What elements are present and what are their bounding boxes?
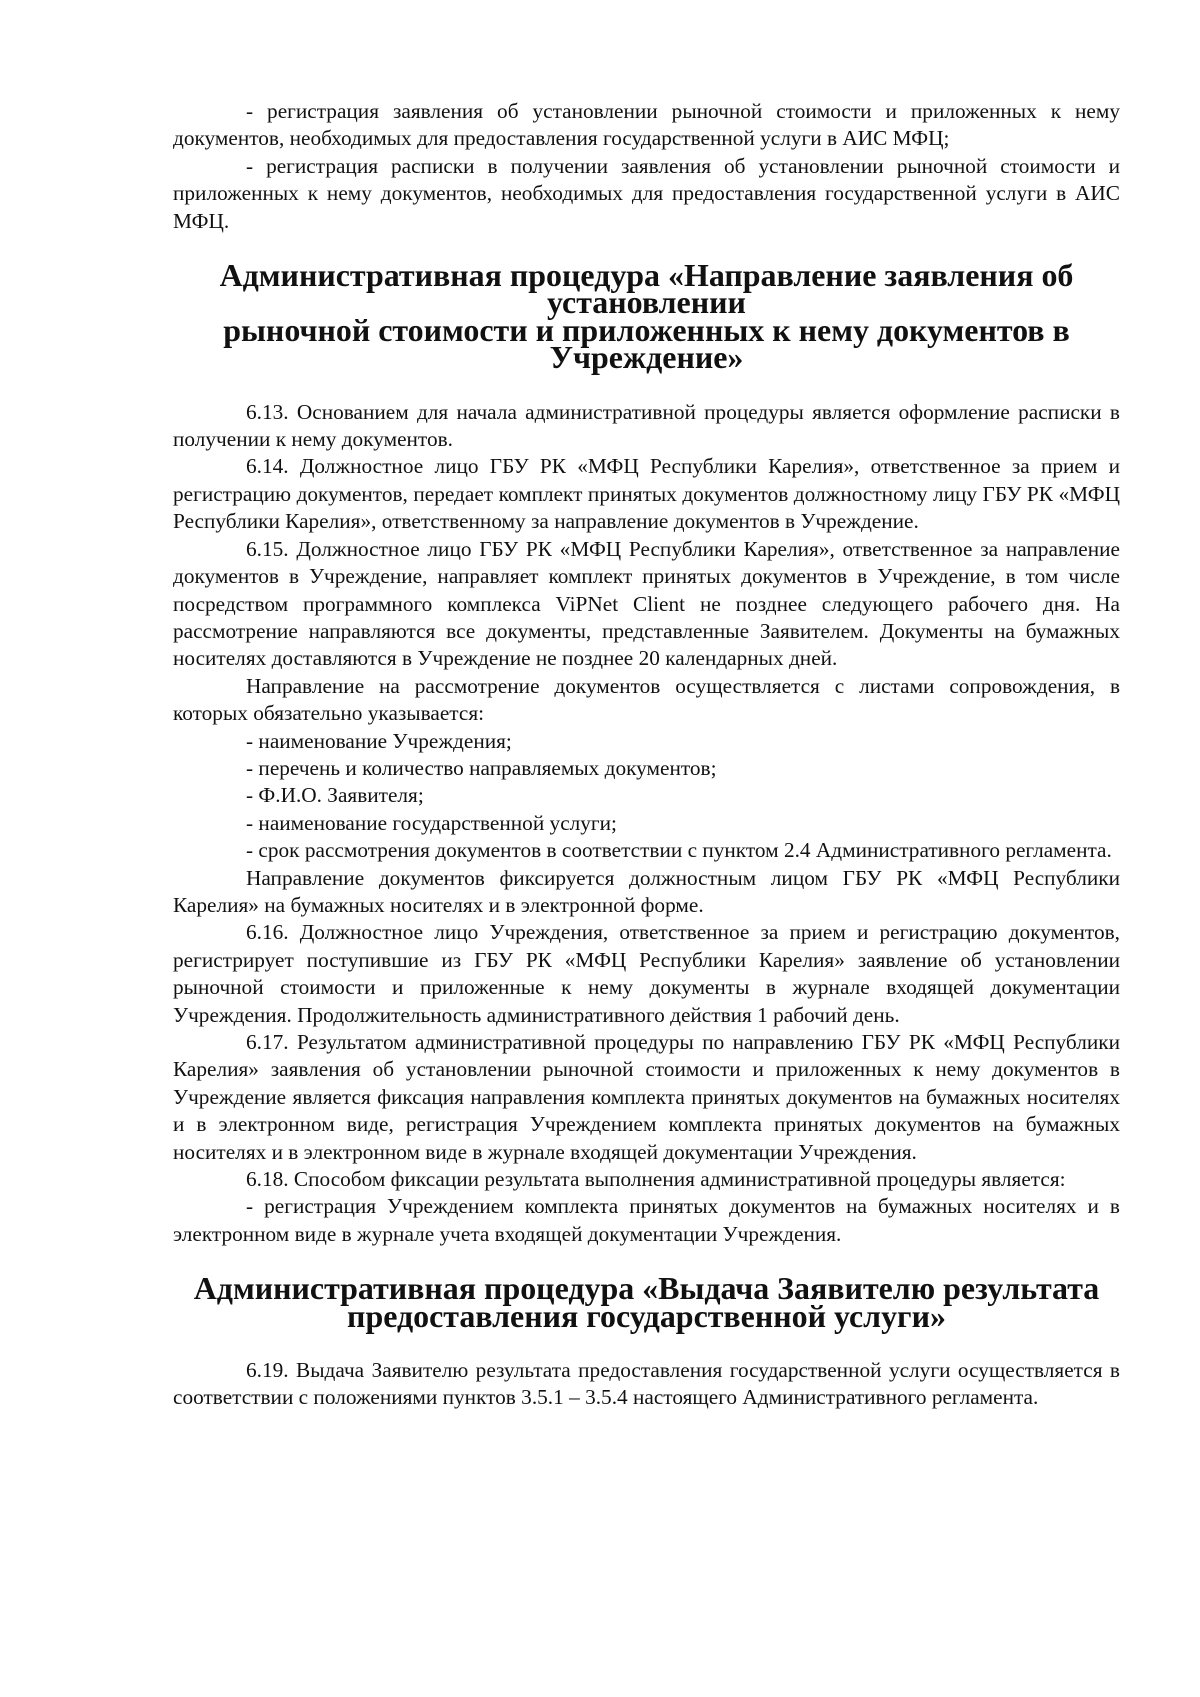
list-item: - регистрация Учреждением комплекта принятых документов на бумажных носителях и в электронном виде в журнале учета входящей документации Учреждения. (173, 1194, 1120, 1246)
paragraph-6-19: 6.19. Выдача Заявителю результата предоставления государственной услуги осуществляется в соответствии с положениями пунктов 3.5.1 – 3.5.4 настоящего Административного регламента. (173, 1358, 1120, 1410)
list-item: - наименование Учреждения; (246, 728, 512, 753)
paragraph-6-17: 6.17. Результатом административной процедуры по направлению ГБУ РК «МФЦ Республики Карелия» заявления об установлении рыночной стоимости и приложенных к нему документов в Учреждение является фиксация направления комплекта принятых документов на бумажных носителях и в электронном виде, регистрация Учреждением комплекта принятых документов на бумажных носителях и в электронном виде в журнале входящей документации Учреждения. (173, 1030, 1120, 1164)
paragraph-registration-receipt: - регистрация расписки в получении заявления об установлении рыночной стоимости и приложенных к нему документов, необходимых для предоставления государственной услуги в АИС МФЦ. (173, 153, 1120, 233)
paragraph-cover-sheets: Направление на рассмотрение документов осуществляется с листами сопровождения, в которых обязательно указывается: (173, 673, 1120, 726)
paragraph-6-16: 6.16. Должностное лицо Учреждения, ответственное за прием и регистрацию документов, регистрирует поступившие из ГБУ РК «МФЦ Республики Карелия» заявление об установлении рыночной стоимости и приложенные к нему документы в журнале входящей документации Учреждения. Продолжительность административного действия 1 рабочий день. (173, 920, 1120, 1027)
section-body-direction (173, 399, 1120, 1249)
paragraph-6-14: 6.14. Должностное лицо ГБУ РК «МФЦ Республики Карелия», ответственное за прием и регистрацию документов, передает комплект принятых документов должностному лицу ГБУ РК «МФЦ Республики Карелия», ответственному за направление документов в Учреждение. (173, 454, 1120, 534)
document-page (173, 98, 1120, 1412)
section-body-issuance (173, 1357, 1120, 1412)
section-heading-line: Административная процедура «Выдача Заявителю результата (193, 1271, 1100, 1307)
paragraph-6-18: 6.18. Способом фиксации результата выполнения административной процедуры является: (246, 1167, 1066, 1192)
section-heading-line: рыночной стоимости и приложенных к нему документов в Учреждение» (223, 312, 1070, 376)
paragraph-registration-application: - регистрация заявления об установлении рыночной стоимости и приложенных к нему документов, необходимых для предоставления государственной услуги в АИС МФЦ; (173, 99, 1120, 151)
section-heading-line: предоставления государственной услуги» (347, 1298, 946, 1334)
section-heading-line: Административная процедура «Направление заявления об установлении (219, 258, 1074, 321)
list-item: - срок рассмотрения документов в соответствии с пунктом 2.4 Административного регламента. (246, 838, 1112, 863)
paragraph-direction-fixation: Направление документов фиксируется должностным лицом ГБУ РК «МФЦ Республики Карелия» на бумажных носителях и в электронной форме. (173, 865, 1120, 917)
paragraph-6-13: 6.13. Основанием для начала административной процедуры является оформление расписки в получении к нему документов. (173, 399, 1120, 452)
list-item: - наименование государственной услуги; (246, 810, 617, 835)
list-item: - Ф.И.О. Заявителя; (246, 783, 424, 808)
section-heading-direction (173, 258, 1120, 376)
paragraph-6-15: 6.15. Должностное лицо ГБУ РК «МФЦ Республики Карелия», ответственное за направление документов в Учреждение, направляет комплект принятых документов в Учреждение, в том числе посредством программного комплекса ViPNet Client не позднее следующего рабочего дня. На рассмотрение направляются все документы, представленные Заявителем. Документы на бумажных носителях доставляются в Учреждение не позднее 20 календарных дней. (173, 536, 1120, 671)
list-item: - перечень и количество направляемых документов; (246, 755, 717, 780)
section-heading-issuance (173, 1271, 1120, 1334)
